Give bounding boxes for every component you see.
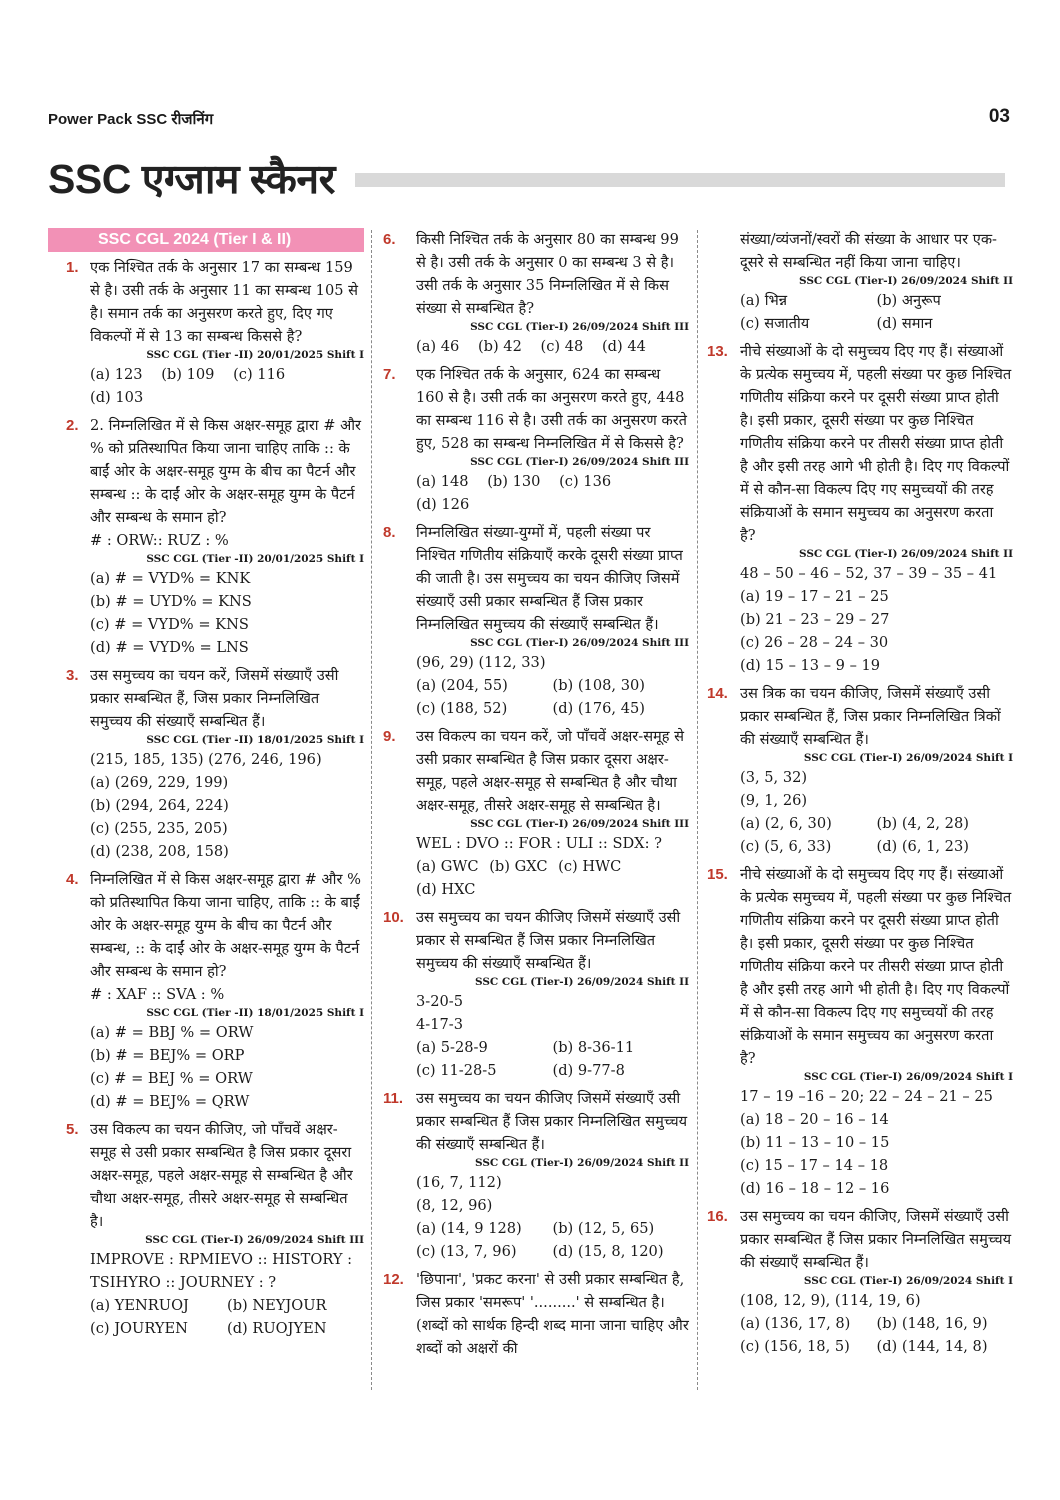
column-divider [697,230,698,1390]
option-d: (d) 16 – 18 – 12 – 16 [740,1180,890,1197]
option-a: (a) भिन्न [740,292,788,309]
option-c: (c) (13, 7, 96) [416,1243,517,1260]
options [416,335,689,358]
question-12 [383,1268,689,1360]
exam-source: SSC CGL (Tier-I) 26/09/2024 Shift II [798,275,1013,287]
column-divider [371,230,372,1390]
exam-source: SSC CGL (Tier-I) 26/09/2024 Shift III [470,637,689,649]
page-number: 03 [988,106,1010,127]
option-a: (a) GWC [416,858,479,875]
exam-source: SSC CGL (Tier-I) 26/09/2024 Shift II [474,1157,689,1169]
options [416,1217,689,1263]
option-a: (a) (269, 229, 199) [90,774,229,791]
option-b: (b) (148, 16, 9) [876,1315,988,1332]
option-b: (b) (12, 5, 65) [552,1220,655,1237]
given-data: # : ORW:: RUZ : % [90,532,229,549]
exam-source: SSC CGL (Tier-I) 26/09/2024 Shift II [474,976,689,988]
option-c: (c) (255, 235, 205) [90,820,228,837]
question-text: 2. निम्नलिखित में से किस अक्षर-समूह द्वारा # और % को प्रतिस्थापित किया जाना चाहिए ताकि :: के बाईं ओर के अक्षर-समूह युग्म के बीच का पैटर्न और सम्बन्ध :: के दाईं ओर के अक्षर-समूह युग्म के पैटर्न और सम्बन्ध के समान हो? [90,417,361,526]
question-11 [383,1087,689,1263]
option-c: (c) 15 – 17 – 14 – 18 [740,1157,889,1174]
option-c: (c) 48 [540,338,584,355]
question-number: 8. [383,524,396,541]
exam-source: SSC CGL (Tier-I) 26/09/2024 Shift III [470,818,689,830]
question-2 [48,414,364,659]
question-number: 11. [383,1090,404,1107]
question-3 [48,664,364,863]
question-text: एक निश्चित तर्क के अनुसार, 624 का सम्बन्ध 160 से है। उसी तर्क का अनुसरण करते हुए, 448 का सम्बन्ध 116 से है। उसी तर्क का अनुसरण करते हुए, 528 का सम्बन्ध निम्नलिखित में से किससे है? [416,366,687,452]
question-text: उस विकल्प का चयन कीजिए, जो पाँचवें अक्षर-समूह से उसी प्रकार सम्बन्धित है जिस प्रकार दूसरा अक्षर-समूह, पहले अक्षर-समूह से सम्बन्धित है और चौथा अक्षर-समूह, तीसरे अक्षर-समूह से सम्बन्धित है। [90,1121,353,1230]
option-a: (a) (204, 55) [416,677,508,694]
given-data: 3-20-5 [416,993,464,1010]
option-a: (a) # = VYD% = KNK [90,570,251,587]
option-a: (a) (136, 17, 8) [740,1315,851,1332]
question-text: उस समुच्चय का चयन कीजिए जिसमें संख्याएँ उसी प्रकार से सम्बन्धित हैं जिस प्रकार निम्नलिखित समुच्चय की संख्याएँ सम्बन्धित हैं। [416,909,681,972]
option-b: (b) अनुरूप [876,292,941,309]
option-b: (b) # = BEJ% = ORP [90,1047,245,1064]
question-number: 3. [66,667,79,684]
exam-source: SSC CGL (Tier-I) 26/09/2024 Shift I [803,752,1013,764]
option-b: (b) GXC [489,858,548,875]
option-c: (c) JOURYEN [90,1320,188,1337]
option-c: (c) 26 – 28 – 24 – 30 [740,634,889,651]
question-text: उस समुच्चय का चयन करें, जिसमें संख्याएँ उसी प्रकार सम्बन्धित हैं, जिस प्रकार निम्नलिखित समुच्चय की संख्याएँ सम्बन्धित हैं। [90,667,339,730]
option-a: (a) YENRUOJ [90,1297,189,1314]
options [416,1036,689,1082]
option-d: (d) (176, 45) [552,700,645,717]
option-a: (a) 5-28-9 [416,1039,488,1056]
given-data: (215, 185, 135) (276, 246, 196) [90,751,322,768]
options [740,812,1013,858]
question-12-continued [707,228,1013,335]
option-a: (a) 19 – 17 – 21 – 25 [740,588,889,605]
question-number: 12. [383,1271,404,1288]
exam-source: SSC CGL (Tier-I) 26/09/2024 Shift I [803,1071,1013,1083]
option-c: (c) सजातीय [740,315,810,332]
question-4 [48,868,364,1113]
book-title: Power Pack SSC रीजनिंग [48,111,214,128]
options [90,1294,364,1340]
question-number: 9. [383,728,396,745]
option-a: (a) 18 – 20 – 16 – 14 [740,1111,889,1128]
question-8 [383,521,689,720]
exam-source: SSC CGL (Tier -II) 18/01/2025 Shift I [146,1007,364,1019]
option-d: (d) (238, 208, 158) [90,843,229,860]
option-b: (b) 109 [161,366,215,383]
question-text: निम्नलिखित संख्या-युग्मों में, पहली संख्या पर निश्चित गणितीय संक्रियाएँ करके दूसरी संख्या प्राप्त की जाती है। उस समुच्चय का चयन कीजिए जिसमें संख्याएँ उसी प्रकार सम्बन्धित हैं जिस प्रकार निम्नलिखित समुच्चय की संख्याएँ सम्बन्धित हैं। [416,524,683,633]
option-d: (d) RUOJYEN [227,1320,327,1337]
question-number: 5. [66,1121,79,1138]
option-c: (c) 116 [233,366,286,383]
question-number: 14. [707,685,728,702]
option-c: (c) # = VYD% = KNS [90,616,249,633]
given-data: (108, 12, 9), (114, 19, 6) [740,1292,921,1309]
question-7 [383,363,689,516]
option-d: (d) 103 [90,389,144,406]
column-1 [48,228,364,1345]
given-data: (96, 29) (112, 33) [416,654,546,671]
question-text: उस विकल्प का चयन करें, जो पाँचवें अक्षर-समूह से उसी प्रकार सम्बन्धित है जिस प्रकार दूसरा अक्षर-समूह, पहले अक्षर-समूह से सम्बन्धित है और चौथा अक्षर-समूह, तीसरे अक्षर-समूह से सम्बन्धित है। [416,728,685,814]
question-number: 15. [707,866,728,883]
question-text: नीचे संख्याओं के दो समुच्चय दिए गए हैं। संख्याओं के प्रत्येक समुच्चय में, पहली संख्या पर कुछ निश्चित गणितीय संक्रिया करने पर दूसरी संख्या प्राप्त होती है। इसी प्रकार, दूसरी संख्या पर कुछ निश्चित गणितीय संक्रिया करने पर तीसरी संख्या प्राप्त होती है और इसी तरह आगे भी होती है। दिए गए विकल्पों में से कौन-सा विकल्प दिए गए समुच्चयों की तरह संक्रियाओं के समान समुच्चय का अनुसरण करता है? [740,343,1012,544]
question-number: 10. [383,909,404,926]
option-c: (c) (5, 6, 33) [740,838,832,855]
exam-source: SSC CGL (Tier-I) 26/09/2024 Shift III [470,456,689,468]
option-d: (d) समान [876,315,933,332]
given-data: (8, 12, 96) [416,1197,493,1214]
option-b: (b) NEYJOUR [227,1297,327,1314]
given-data: IMPROVE : RPMIEVO :: HISTORY : TSIHYRO :: JOURNEY : ? [90,1251,353,1291]
given-data: 48 – 50 – 46 – 52, 37 – 39 – 35 – 41 [740,565,998,582]
option-d: (d) # = VYD% = LNS [90,639,249,656]
section-badge: SSC CGL 2024 (Tier I & II) [48,228,364,252]
exam-source: SSC CGL (Tier-I) 26/09/2024 Shift III [470,321,689,333]
option-d: (d) (6, 1, 23) [876,838,969,855]
given-data: (9, 1, 26) [740,792,808,809]
question-text: संख्या/व्यंजनों/स्वरों की संख्या के आधार पर एक-दूसरे से सम्बन्धित नहीं किया जाना चाहिए। [740,231,997,271]
option-a: (a) # = BBJ % = ORW [90,1024,254,1041]
option-d: (d) 126 [416,496,470,513]
question-14 [707,682,1013,858]
given-data: WEL : DVO :: FOR : ULI :: SDX: ? [416,835,662,852]
option-a: (a) (2, 6, 30) [740,815,832,832]
option-b: (b) (108, 30) [552,677,645,694]
question-16 [707,1205,1013,1358]
question-text: उस समुच्चय का चयन कीजिए जिसमें संख्याएँ उसी प्रकार सम्बन्धित हैं जिस प्रकार निम्नलिखित समुच्चय की संख्याएँ सम्बन्धित हैं। [416,1090,688,1153]
exam-source: SSC CGL (Tier-I) 26/09/2024 Shift III [145,1234,364,1246]
question-text: उस समुच्चय का चयन कीजिए, जिसमें संख्याएँ उसी प्रकार सम्बन्धित हैं जिस प्रकार निम्नलिखित समुच्चय की संख्याएँ सम्बन्धित हैं। [740,1208,1012,1271]
question-number: 4. [66,871,79,888]
options [740,1312,1013,1358]
given-data: 17 – 19 –16 – 20; 22 – 24 – 21 – 25 [740,1088,993,1105]
question-text: नीचे संख्याओं के दो समुच्चय दिए गए हैं। संख्याओं के प्रत्येक समुच्चय में, पहली संख्या पर कुछ निश्चित गणितीय संक्रिया करने पर दूसरी संख्या प्राप्त होती है। इसी प्रकार, दूसरी संख्या पर कुछ निश्चित गणितीय संक्रिया करने पर तीसरी संख्या प्राप्त होती है और इसी तरह आगे भी होती है। दिए गए विकल्पों में से कौन-सा विकल्प दिए गए समुच्चयों की तरह संक्रियाओं के समान समुच्चय का अनुसरण करता है? [740,866,1012,1067]
option-b: (b) 130 [487,473,541,490]
option-d: (d) 9-77-8 [552,1062,625,1079]
question-6 [383,228,689,358]
question-5 [48,1118,364,1340]
option-b: (b) 11 – 13 – 10 – 15 [740,1134,890,1151]
options [90,363,364,409]
option-d: (d) HXC [416,881,476,898]
option-b: (b) # = UYD% = KNS [90,593,252,610]
question-15 [707,863,1013,1200]
option-b: (b) (4, 2, 28) [876,815,969,832]
option-d: (d) # = BEJ% = QRW [90,1093,250,1110]
question-13 [707,340,1013,677]
question-number: 7. [383,366,396,383]
exam-source: SSC CGL (Tier -II) 18/01/2025 Shift I [146,734,364,746]
question-9 [383,725,689,901]
option-b: (b) 8-36-11 [552,1039,635,1056]
option-a: (a) 148 [416,473,469,490]
question-number: 2. [66,417,79,434]
exam-source: SSC CGL (Tier -II) 20/01/2025 Shift I [146,553,364,565]
exam-source: SSC CGL (Tier-I) 26/09/2024 Shift I [803,1275,1013,1287]
question-text: किसी निश्चित तर्क के अनुसार 80 का सम्बन्ध 99 से है। उसी तर्क के अनुसार 0 का सम्बन्ध 3 से है। उसी तर्क के अनुसार 35 निम्नलिखित में से किस संख्या से सम्बन्धित है? [416,231,679,317]
column-3 [707,228,1013,1363]
question-text: 'छिपाना', 'प्रकट करना' से उसी प्रकार सम्बन्धित है, जिस प्रकार 'समरूप' '.........' से सम्बन्धित है। (शब्दों को सार्थक हिन्दी शब्द माना जाना चाहिए और शब्दों को अक्षरों की [416,1271,689,1357]
question-number: 1. [66,259,79,276]
option-b: (b) 42 [477,338,522,355]
exam-source: SSC CGL (Tier-I) 26/09/2024 Shift II [798,548,1013,560]
option-c: (c) (156, 18, 5) [740,1338,850,1355]
question-number: 13. [707,343,728,360]
option-a: (a) (14, 9 128) [416,1220,522,1237]
title-rule [355,173,1005,187]
given-data: (3, 5, 32) [740,769,808,786]
option-c: (c) HWC [558,858,622,875]
given-data: # : XAF :: SVA : % [90,986,225,1003]
question-number: 16. [707,1208,728,1225]
question-text: उस त्रिक का चयन कीजिए, जिसमें संख्याएँ उसी प्रकार सम्बन्धित हैं, जिस प्रकार निम्नलिखित त्रिकों की संख्याएँ सम्बन्धित हैं। [740,685,1001,748]
options [416,470,689,516]
question-text: निम्नलिखित में से किस अक्षर-समूह द्वारा # और % को प्रतिस्थापित किया जाना चाहिए, ताकि :: के बाईं ओर के अक्षर-समूह युग्म के बीच का पैटर्न और सम्बन्ध, :: के दाईं ओर के अक्षर-समूह युग्म के पैटर्न और सम्बन्ध के समान हो? [90,871,361,980]
option-c: (c) (188, 52) [416,700,508,717]
given-data: 4-17-3 [416,1016,464,1033]
option-b: (b) 21 – 23 – 29 – 27 [740,611,890,628]
exam-source: SSC CGL (Tier -II) 20/01/2025 Shift I [146,349,364,361]
option-d: (d) 44 [601,338,646,355]
options [416,674,689,720]
option-a: (a) 123 [90,366,143,383]
options [416,855,689,901]
question-10 [383,906,689,1082]
option-b: (b) (294, 264, 224) [90,797,229,814]
option-d: (d) 15 – 13 – 9 – 19 [740,657,881,674]
option-d: (d) (144, 14, 8) [876,1338,988,1355]
option-c: (c) 11-28-5 [416,1062,497,1079]
option-d: (d) (15, 8, 120) [552,1243,664,1260]
option-a: (a) 46 [416,338,460,355]
options [740,289,1013,335]
option-c: (c) 136 [559,473,612,490]
given-data: (16, 7, 112) [416,1174,502,1191]
page-title: SSC एग्जाम स्कैनर [48,156,335,202]
column-2 [383,228,689,1365]
question-1 [48,256,364,409]
option-c: (c) # = BEJ % = ORW [90,1070,253,1087]
question-text: एक निश्चित तर्क के अनुसार 17 का सम्बन्ध 159 से है। उसी तर्क के अनुसार 11 का सम्बन्ध 105 से है। समान तर्क का अनुसरण करते हुए, दिए गए विकल्पों में से 13 का सम्बन्ध किससे है? [90,259,359,345]
question-number: 6. [383,231,396,248]
